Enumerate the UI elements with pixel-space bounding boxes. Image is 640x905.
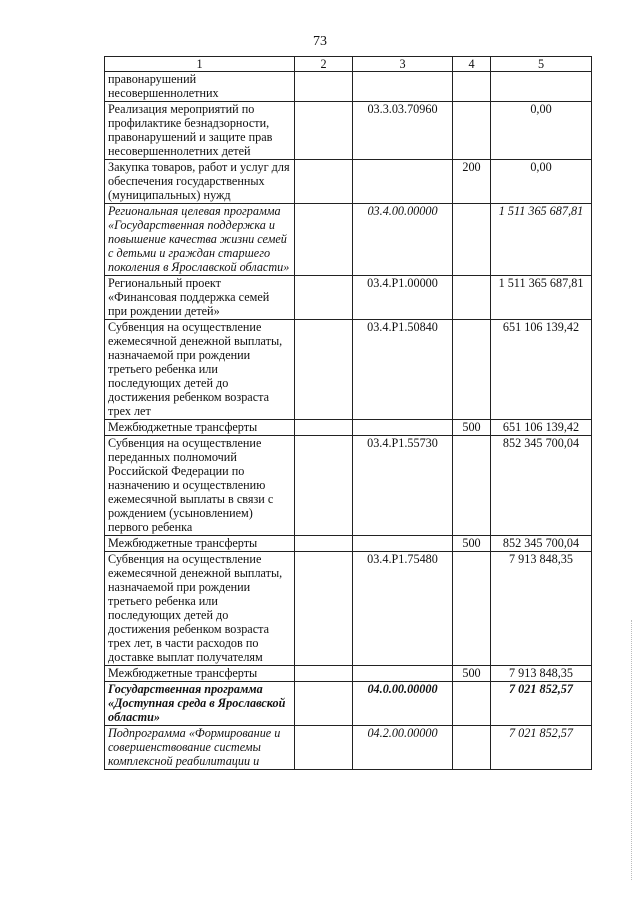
col2-cell: [295, 536, 353, 552]
code-cell: 04.0.00.00000: [353, 682, 453, 726]
header-col-4: 4: [453, 57, 491, 72]
type-cell: [453, 204, 491, 276]
table-row: [105, 666, 592, 682]
type-cell: [453, 682, 491, 726]
name-cell: Закупка товаров, работ и услуг для обеспечения государственных (муниципальных) нужд: [105, 160, 295, 204]
code-cell: 03.4.P1.00000: [353, 276, 453, 320]
code-cell: 04.2.00.00000: [353, 726, 453, 770]
type-cell: [453, 320, 491, 420]
code-cell: [353, 160, 453, 204]
type-cell: [453, 436, 491, 536]
edge-scan-marks: [631, 620, 634, 880]
header-col-2: 2: [295, 57, 353, 72]
name-cell: Межбюджетные трансферты: [105, 666, 295, 682]
name-cell: Региональный проект «Финансовая поддержка семей при рождении детей»: [105, 276, 295, 320]
code-cell: 03.4.00.00000: [353, 204, 453, 276]
amount-cell: 651 106 139,42: [491, 320, 592, 420]
type-cell: [453, 72, 491, 102]
col2-cell: [295, 72, 353, 102]
budget-table: [104, 56, 592, 770]
table-row: [105, 536, 592, 552]
table-row: [105, 436, 592, 536]
table-row: [105, 276, 592, 320]
name-cell: Субвенция на осуществление ежемесячной денежной выплаты, назначаемой при рождении третьего ребенка или последующих детей до достижения ребенком возраста трех лет, в части расходов по доставке выплат получателям: [105, 552, 295, 666]
type-cell: [453, 726, 491, 770]
name-cell: Реализация мероприятий по профилактике безнадзорности, правонарушений и защите прав несовершеннолетних детей: [105, 102, 295, 160]
type-cell: [453, 276, 491, 320]
header-col-5: 5: [491, 57, 592, 72]
table-row: [105, 204, 592, 276]
amount-cell: 852 345 700,04: [491, 436, 592, 536]
name-cell: Подпрограмма «Формирование и совершенствование системы комплексной реабилитации и: [105, 726, 295, 770]
amount-cell: 651 106 139,42: [491, 420, 592, 436]
name-cell: Межбюджетные трансферты: [105, 536, 295, 552]
code-cell: 03.4.P1.55730: [353, 436, 453, 536]
col2-cell: [295, 276, 353, 320]
amount-cell: 852 345 700,04: [491, 536, 592, 552]
col2-cell: [295, 204, 353, 276]
type-cell: 500: [453, 420, 491, 436]
type-cell: 500: [453, 666, 491, 682]
amount-cell: 7 913 848,35: [491, 666, 592, 682]
col2-cell: [295, 102, 353, 160]
col2-cell: [295, 666, 353, 682]
amount-cell: 1 511 365 687,81: [491, 276, 592, 320]
amount-cell: 7 021 852,57: [491, 682, 592, 726]
name-cell: Субвенция на осуществление переданных полномочий Российской Федерации по назначению и осуществлению ежемесячной выплаты в связи с рождением (усыновлением) первого ребенка: [105, 436, 295, 536]
table-row: [105, 72, 592, 102]
page-number: 73: [313, 34, 327, 49]
col2-cell: [295, 682, 353, 726]
code-cell: 03.4.P1.75480: [353, 552, 453, 666]
amount-cell: 7 913 848,35: [491, 552, 592, 666]
amount-cell: 1 511 365 687,81: [491, 204, 592, 276]
table-row: [105, 420, 592, 436]
type-cell: 200: [453, 160, 491, 204]
code-cell: [353, 420, 453, 436]
col2-cell: [295, 552, 353, 666]
table-body: [105, 72, 592, 770]
amount-cell: [491, 72, 592, 102]
code-cell: [353, 72, 453, 102]
amount-cell: 7 021 852,57: [491, 726, 592, 770]
col2-cell: [295, 726, 353, 770]
name-cell: Межбюджетные трансферты: [105, 420, 295, 436]
col2-cell: [295, 420, 353, 436]
type-cell: [453, 552, 491, 666]
table-row: [105, 726, 592, 770]
name-cell: Государственная программа «Доступная среда в Ярославской области»: [105, 682, 295, 726]
code-cell: [353, 536, 453, 552]
type-cell: 500: [453, 536, 491, 552]
table-header-row: [105, 57, 592, 72]
col2-cell: [295, 436, 353, 536]
table-row: [105, 552, 592, 666]
amount-cell: 0,00: [491, 102, 592, 160]
header-col-1: 1: [105, 57, 295, 72]
name-cell: Субвенция на осуществление ежемесячной денежной выплаты, назначаемой при рождении третьего ребенка или последующих детей до достижения ребенком возраста трех лет: [105, 320, 295, 420]
table-row: [105, 160, 592, 204]
type-cell: [453, 102, 491, 160]
col2-cell: [295, 320, 353, 420]
code-cell: 03.4.P1.50840: [353, 320, 453, 420]
col2-cell: [295, 160, 353, 204]
name-cell: правонарушений несовершеннолетних: [105, 72, 295, 102]
table-row: [105, 320, 592, 420]
code-cell: 03.3.03.70960: [353, 102, 453, 160]
amount-cell: 0,00: [491, 160, 592, 204]
table-row: [105, 102, 592, 160]
header-col-3: 3: [353, 57, 453, 72]
table-row: [105, 682, 592, 726]
name-cell: Региональная целевая программа «Государственная поддержка и повышение качества жизни семей с детьми и граждан старшего поколения в Ярославской области»: [105, 204, 295, 276]
code-cell: [353, 666, 453, 682]
